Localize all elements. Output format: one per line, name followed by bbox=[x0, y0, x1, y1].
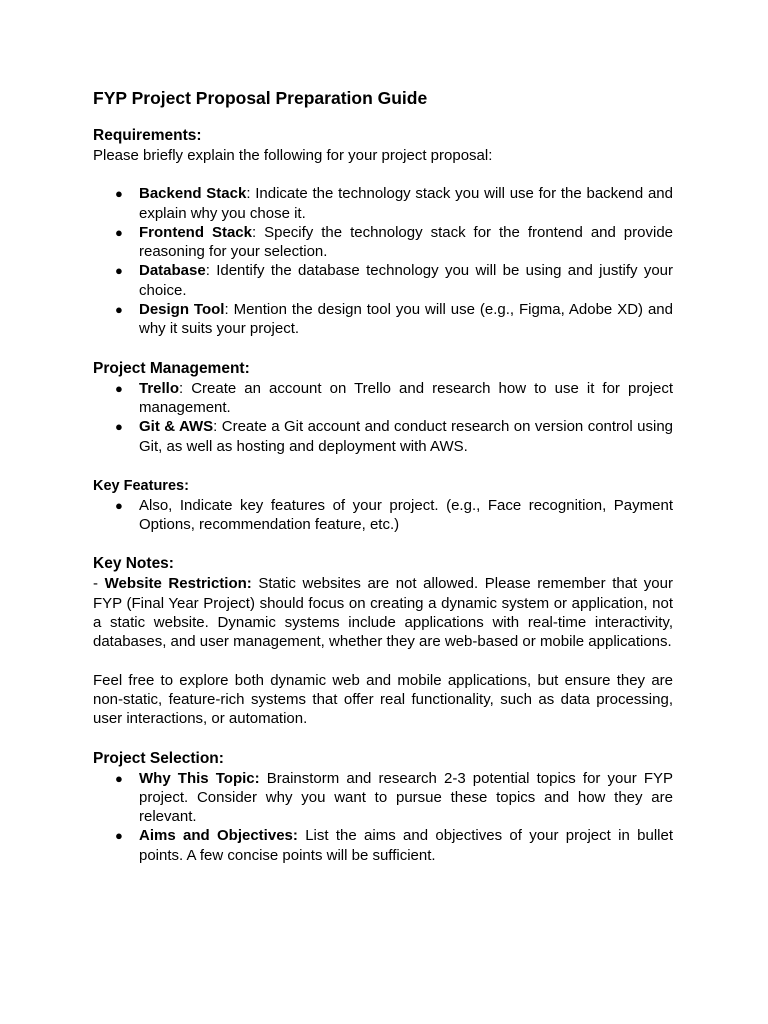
item-term: Git & AWS bbox=[139, 418, 214, 436]
project-selection-list bbox=[93, 769, 673, 865]
item-term: Backend Stack bbox=[139, 185, 247, 203]
list-item bbox=[93, 826, 673, 865]
website-restriction-text: Static websites are not allowed. Please remember that your FYP (Final Year Project) should focus on creating a dynamic system or application, not a static website. Dynamic systems include applications with real-time interactivity, databases, and user management, whether they are web-based or mobile applications. bbox=[93, 575, 673, 651]
bullet-icon: ● bbox=[115, 380, 123, 396]
project-management-list bbox=[93, 379, 673, 456]
item-text: : Indicate the technology stack you will use for the backend and explain why you chose it. bbox=[139, 185, 673, 222]
list-item bbox=[93, 300, 673, 339]
document-title: FYP Project Proposal Preparation Guide bbox=[93, 88, 428, 108]
item-text: List the aims and objectives of your project in bullet points. A few concise points will be sufficient. bbox=[139, 827, 673, 864]
bullet-icon: ● bbox=[115, 263, 123, 279]
bullet-icon: ● bbox=[115, 186, 123, 202]
list-item bbox=[93, 417, 673, 456]
bullet-icon: ● bbox=[115, 497, 123, 513]
item-text: : Mention the design tool you will use (e.g., Figma, Adobe XD) and why it suits your project. bbox=[139, 301, 673, 338]
key-features-heading: Key Features: bbox=[93, 477, 189, 494]
bullet-icon: ● bbox=[115, 770, 123, 786]
item-term: Why This Topic: bbox=[139, 769, 260, 787]
item-text: : Create an account on Trello and research how to use it for project management. bbox=[139, 379, 673, 416]
key-notes-heading: Key Notes: bbox=[93, 555, 174, 573]
bullet-icon: ● bbox=[115, 224, 123, 240]
bullet-icon: ● bbox=[115, 419, 123, 435]
item-text: Also, Indicate key features of your project. (e.g., Face recognition, Payment Options, recommendation feature, etc.) bbox=[139, 496, 673, 534]
requirements-intro: Please briefly explain the following for your project proposal: bbox=[93, 147, 493, 164]
bullet-icon: ● bbox=[115, 828, 123, 844]
dash-prefix: - bbox=[93, 575, 105, 593]
project-management-heading: Project Management: bbox=[93, 359, 250, 377]
item-text: : Specify the technology stack for the frontend and provide reasoning for your selection. bbox=[139, 223, 674, 261]
item-term: Database bbox=[139, 262, 206, 280]
list-item bbox=[93, 769, 673, 827]
key-notes-paragraph bbox=[93, 574, 673, 651]
item-text: : Create a Git account and conduct research on version control using Git, as well as hosting and deployment with AWS. bbox=[139, 418, 674, 455]
item-term: Design Tool bbox=[139, 301, 225, 319]
list-item bbox=[93, 184, 673, 223]
item-term: Frontend Stack bbox=[139, 223, 252, 241]
project-selection-heading: Project Selection: bbox=[93, 749, 224, 767]
item-text: : Identify the database technology you will be using and justify your choice. bbox=[139, 262, 673, 299]
item-text: Brainstorm and research 2-3 potential topics for your FYP project. Consider why you want to pursue these topics and how they are relevant. bbox=[139, 769, 674, 826]
requirements-list bbox=[93, 184, 673, 338]
requirements-heading: Requirements: bbox=[93, 127, 202, 144]
bullet-icon: ● bbox=[115, 302, 123, 318]
key-features-list bbox=[93, 496, 673, 535]
document-page bbox=[93, 87, 673, 865]
list-item bbox=[93, 379, 673, 418]
item-term: Aims and Objectives: bbox=[139, 827, 298, 845]
list-item bbox=[93, 496, 673, 535]
website-restriction-term: Website Restriction: bbox=[104, 575, 252, 593]
item-term: Trello bbox=[139, 379, 180, 397]
list-item bbox=[93, 223, 673, 262]
key-notes-paragraph-2: Feel free to explore both dynamic web and mobile applications, but ensure they are non-static, feature-rich systems that offer real functionality, such as data processing, user interactions, or automation. bbox=[93, 671, 673, 728]
list-item bbox=[93, 261, 673, 300]
